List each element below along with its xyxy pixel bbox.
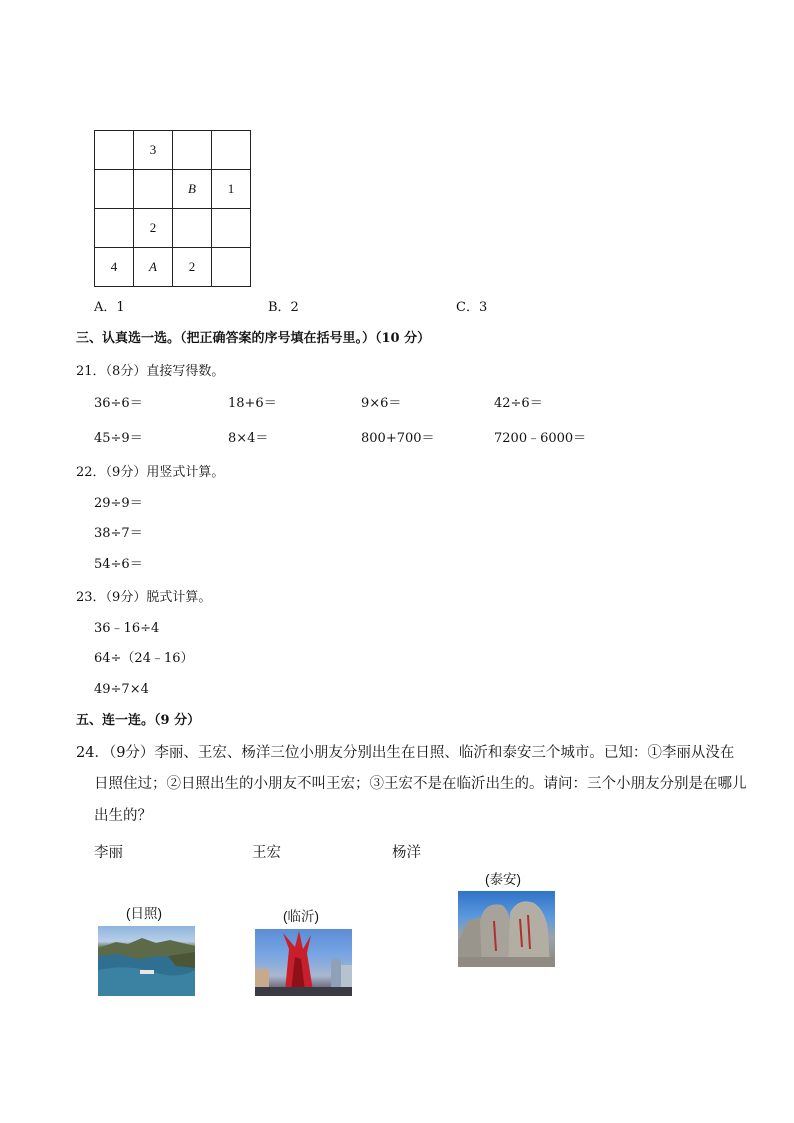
grid-cell [212, 209, 251, 248]
grid-row [95, 248, 251, 287]
expression: 36÷6＝ [94, 396, 143, 411]
grid-cell [134, 170, 173, 209]
grid-cell: B [173, 170, 212, 209]
expression: 36﹣16÷4 [94, 621, 160, 636]
grid-cell: 3 [134, 131, 173, 170]
section-heading: 三、认真选一选。（把正确答案的序号填在括号里。）（10 分） [76, 331, 431, 346]
option-b[interactable]: B．2 [268, 300, 299, 315]
expression: 64÷（24﹣16） [94, 651, 194, 666]
question-text-line: 日照住过；②日照出生的小朋友不叫王宏；③王宏不是在临沂出生的。请问：三个小朋友分别是在哪儿 [94, 776, 747, 792]
section-heading: 五、连一连。（9 分） [76, 713, 201, 728]
question-title: 22．（9分）用竖式计算。 [76, 465, 225, 480]
grid-cell [95, 131, 134, 170]
expression: 18+6＝ [228, 396, 277, 411]
grid-cell: A [134, 248, 173, 287]
linyi-photo[interactable] [255, 929, 352, 996]
expression: 9×6＝ [361, 396, 402, 411]
grid-row [95, 170, 251, 209]
grid-cell [173, 209, 212, 248]
grid-cell: 4 [95, 248, 134, 287]
grid-cell [212, 131, 251, 170]
expression: 45÷9＝ [94, 431, 143, 446]
grid-cell [212, 248, 251, 287]
expression: 29÷9＝ [94, 496, 143, 511]
rizhao-landscape-image [98, 926, 195, 996]
taian-rock-image [458, 891, 555, 967]
question-title: 21．（8分）直接写得数。 [76, 364, 225, 379]
number-grid [94, 130, 251, 287]
linyi-sculpture-image [255, 929, 352, 996]
name-yangyang[interactable]: 杨洋 [392, 845, 421, 861]
rizhao-photo[interactable] [98, 926, 195, 996]
city-caption-linyi: (临沂) [283, 909, 319, 924]
grid-cell [95, 170, 134, 209]
grid-row [95, 131, 251, 170]
question-title: 23．（9分）脱式计算。 [76, 590, 212, 605]
expression: 38÷7＝ [94, 526, 143, 541]
question-text-line: 24．（9分）李丽、王宏、杨洋三位小朋友分别出生在日照、临沂和泰安三个城市。已知：①李丽从没在 [76, 745, 735, 761]
option-a[interactable]: A．1 [94, 300, 125, 315]
grid-cell [173, 131, 212, 170]
city-caption-taian: (泰安) [485, 872, 521, 887]
city-caption-rizhao: (日照) [126, 906, 162, 921]
expression: 42÷6＝ [494, 396, 543, 411]
expression: 8×4＝ [228, 431, 269, 446]
expression: 800+700＝ [361, 431, 435, 446]
taian-photo[interactable] [458, 891, 555, 967]
expression: 49÷7×4 [94, 682, 149, 697]
grid-cell: 2 [134, 209, 173, 248]
grid-cell [95, 209, 134, 248]
name-lili[interactable]: 李丽 [94, 845, 123, 861]
option-c[interactable]: C．3 [456, 300, 488, 315]
grid-cell: 2 [173, 248, 212, 287]
expression: 7200﹣6000＝ [494, 431, 587, 446]
question-text-line: 出生的？ [94, 808, 152, 824]
grid-cell: 1 [212, 170, 251, 209]
grid-row [95, 209, 251, 248]
name-wanghong[interactable]: 王宏 [252, 845, 281, 861]
expression: 54÷6＝ [94, 557, 143, 572]
